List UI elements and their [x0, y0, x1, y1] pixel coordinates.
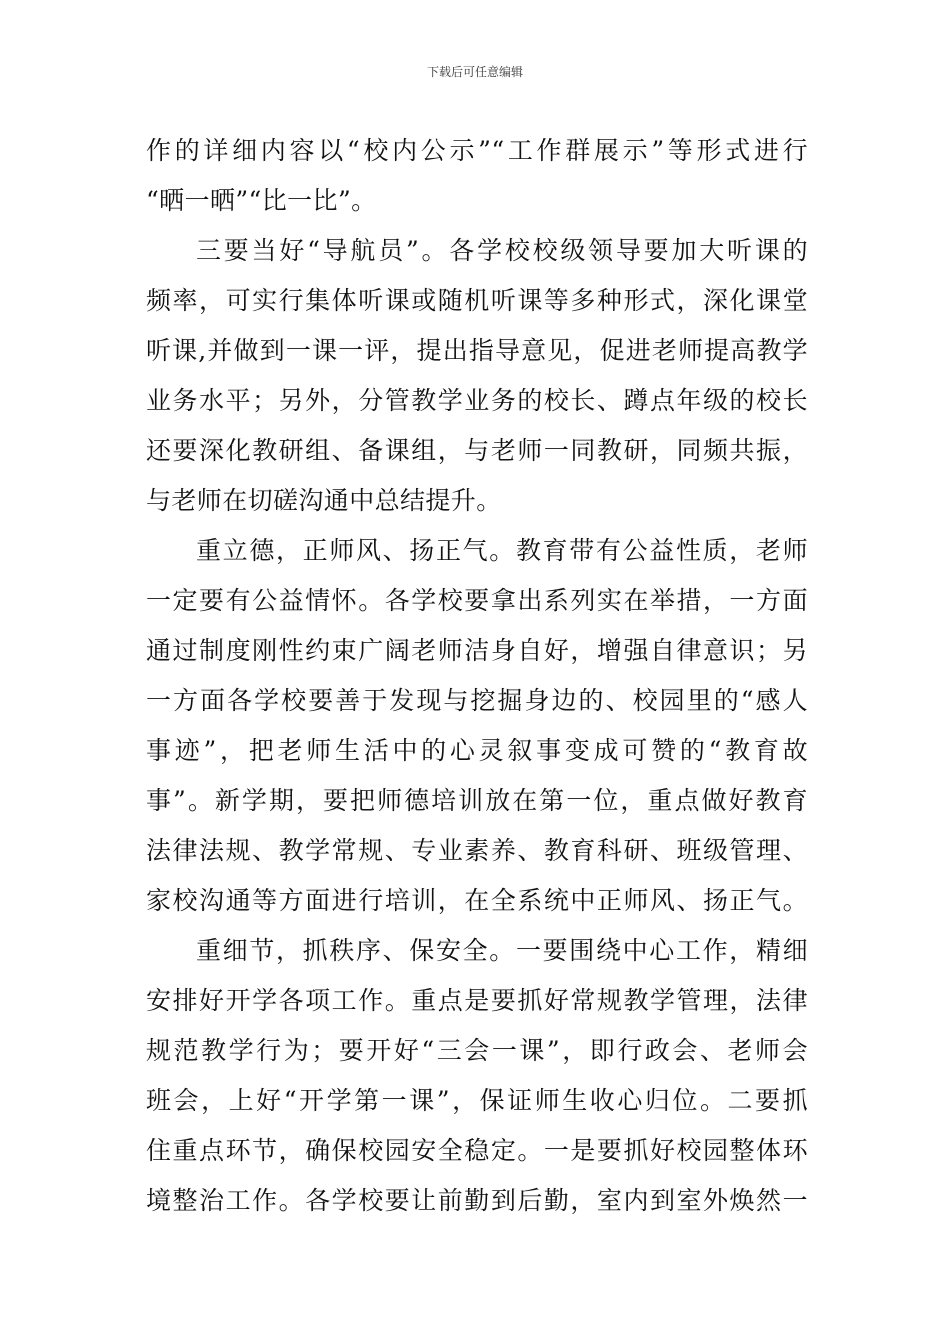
text-line: 安排好开学各项工作。重点是要抓好常规教学管理，法律 — [146, 986, 808, 1015]
text-line: 三要当好“导航员”。各学校校级领导要加大听课的 — [196, 236, 808, 265]
text-line: 还要深化教研组、备课组，与老师一同教研，同频共振， — [146, 436, 808, 465]
text-line: 一定要有公益情怀。各学校要拿出系列实在举措，一方面 — [146, 586, 808, 615]
text-line: 听课,并做到一课一评，提出指导意见，促进老师提高教学 — [146, 336, 808, 365]
text-line: 班会，上好“开学第一课”，保证师生收心归位。二要抓 — [146, 1086, 808, 1115]
text-line: 住重点环节，确保校园安全稳定。一是要抓好校园整体环 — [146, 1136, 808, 1165]
text-line: 业务水平；另外，分管教学业务的校长、蹲点年级的校长 — [146, 386, 808, 415]
text-line: 家校沟通等方面进行培训，在全系统中正师风、扬正气。 — [146, 886, 808, 915]
text-line: 事迹”，把老师生活中的心灵叙事变成可赞的“教育故 — [146, 736, 808, 765]
document-body — [146, 126, 808, 1226]
text-line: 一方面各学校要善于发现与挖掘身边的、校园里的“感人 — [146, 686, 808, 715]
text-line: 规范教学行为；要开好“三会一课”，即行政会、老师会 — [146, 1036, 808, 1065]
text-line: 通过制度刚性约束广阔老师洁身自好，增强自律意识；另 — [146, 636, 808, 665]
text-line: 重立德，正师风、扬正气。教育带有公益性质，老师 — [196, 536, 808, 565]
text-line: 频率，可实行集体听课或随机听课等多种形式，深化课堂 — [146, 286, 808, 315]
page-header-note: 下载后可任意编辑 — [426, 65, 523, 79]
text-line: 重细节，抓秩序、保安全。一要围绕中心工作，精细 — [196, 936, 808, 965]
text-line: 法律法规、教学常规、专业素养、教育科研、班级管理、 — [146, 836, 808, 865]
text-line: “晒一晒”“比一比”。 — [146, 186, 377, 215]
text-line: 事”。新学期，要把师德培训放在第一位，重点做好教育 — [146, 786, 808, 815]
text-line: 境整治工作。各学校要让前勤到后勤，室内到室外焕然一 — [146, 1186, 808, 1215]
text-line: 作的详细内容以“校内公示”“工作群展示”等形式进行 — [146, 136, 808, 165]
text-line: 与老师在切磋沟通中总结提升。 — [146, 486, 502, 515]
